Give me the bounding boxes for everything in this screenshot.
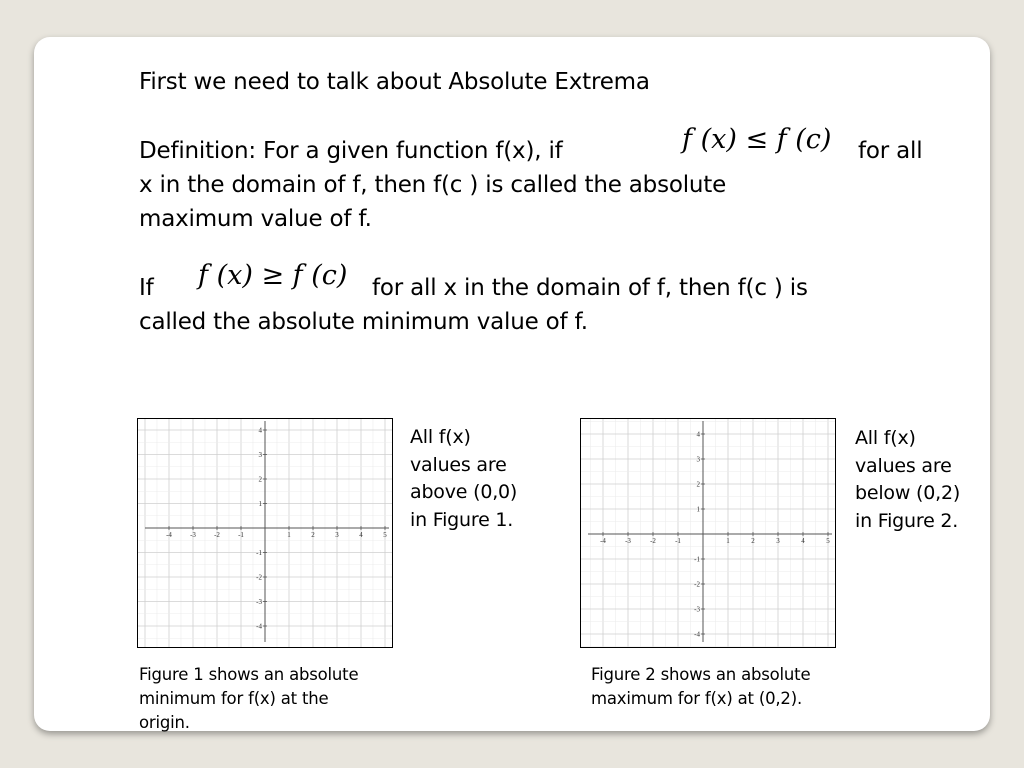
side-note-line: below (0,2) (855, 482, 961, 504)
x-tick-label: 1 (726, 537, 730, 545)
x-tick-label: 5 (826, 537, 830, 545)
x-tick-label: -2 (650, 537, 656, 545)
minimum-line-2: called the absolute minimum value of f. (139, 309, 588, 335)
y-tick-label: 3 (258, 451, 262, 459)
x-tick-label: 4 (801, 537, 805, 545)
caption-line: Figure 1 shows an absolute (139, 665, 359, 684)
y-tick-label: 2 (258, 475, 262, 484)
y-tick-label: -1 (256, 549, 262, 557)
caption-line: maximum for f(x) at (0,2). (591, 689, 802, 708)
side-note-line: values are (410, 453, 507, 476)
definition-line-1-tail: for all (858, 138, 923, 164)
plot-frame (581, 419, 836, 648)
definition-line-2: x in the domain of f, then f(c ) is called the absolute (139, 172, 727, 198)
side-note-line: All f(x) (855, 427, 916, 449)
x-tick-label: 2 (311, 531, 315, 539)
definition-line-1: Definition: For a given function f(x), if (139, 138, 563, 164)
y-tick-label: 3 (696, 455, 700, 464)
figure-1-caption (139, 663, 358, 735)
y-tick-label: -4 (256, 622, 262, 631)
y-tick-label: -4 (694, 630, 700, 639)
y-tick-label: -2 (256, 573, 262, 582)
x-tick-label: 3 (776, 537, 780, 545)
min-inequality-formula: f (x) ≥ f (c) (198, 260, 348, 291)
caption-line: minimum for f(x) at the (139, 689, 329, 708)
side-note-line: values are (855, 454, 952, 477)
x-tick-label: 2 (751, 537, 755, 545)
caption-line: origin. (139, 713, 190, 732)
side-note-line: in Figure 1. (410, 508, 514, 531)
y-tick-label: 4 (258, 426, 262, 435)
x-tick-label: 1 (287, 531, 291, 539)
figure-1-side-note (410, 424, 517, 534)
x-tick-label: -3 (625, 537, 631, 545)
max-inequality-formula: f (x) ≤ f (c) (682, 124, 832, 155)
y-tick-label: -2 (694, 580, 700, 589)
side-note-line: above (0,0) (410, 481, 518, 503)
x-tick-label: -3 (190, 531, 196, 539)
x-tick-label: 3 (335, 531, 339, 539)
figure-2-side-note (855, 425, 960, 535)
definition-line-3: maximum value of f. (139, 206, 372, 232)
x-tick-label: -4 (166, 531, 172, 539)
x-tick-label: 5 (383, 531, 387, 539)
slide-heading: First we need to talk about Absolute Extrema (139, 69, 650, 95)
minimum-line-1-tail: for all x in the domain of f, then f(c ) is (372, 275, 808, 301)
y-tick-label: 4 (696, 430, 700, 439)
figure-2-caption (591, 663, 810, 711)
x-tick-label: -1 (238, 531, 244, 539)
minimum-prefix: If (139, 275, 154, 301)
x-tick-label: -2 (214, 531, 220, 539)
x-tick-label: -4 (600, 537, 606, 545)
y-tick-label: 1 (258, 500, 262, 508)
x-tick-label: -1 (675, 537, 681, 545)
figure-2-coordinate-grid (580, 418, 836, 648)
y-tick-label: -3 (256, 598, 262, 606)
y-tick-label: -1 (694, 555, 700, 564)
side-note-line: in Figure 2. (855, 509, 959, 532)
x-tick-label: 4 (359, 531, 363, 539)
y-tick-label: 2 (696, 480, 700, 489)
y-tick-label: 1 (696, 505, 700, 514)
figure-1-coordinate-grid (137, 418, 393, 648)
y-tick-label: -3 (694, 605, 700, 614)
side-note-line: All f(x) (410, 426, 471, 448)
caption-line: Figure 2 shows an absolute (591, 665, 811, 684)
